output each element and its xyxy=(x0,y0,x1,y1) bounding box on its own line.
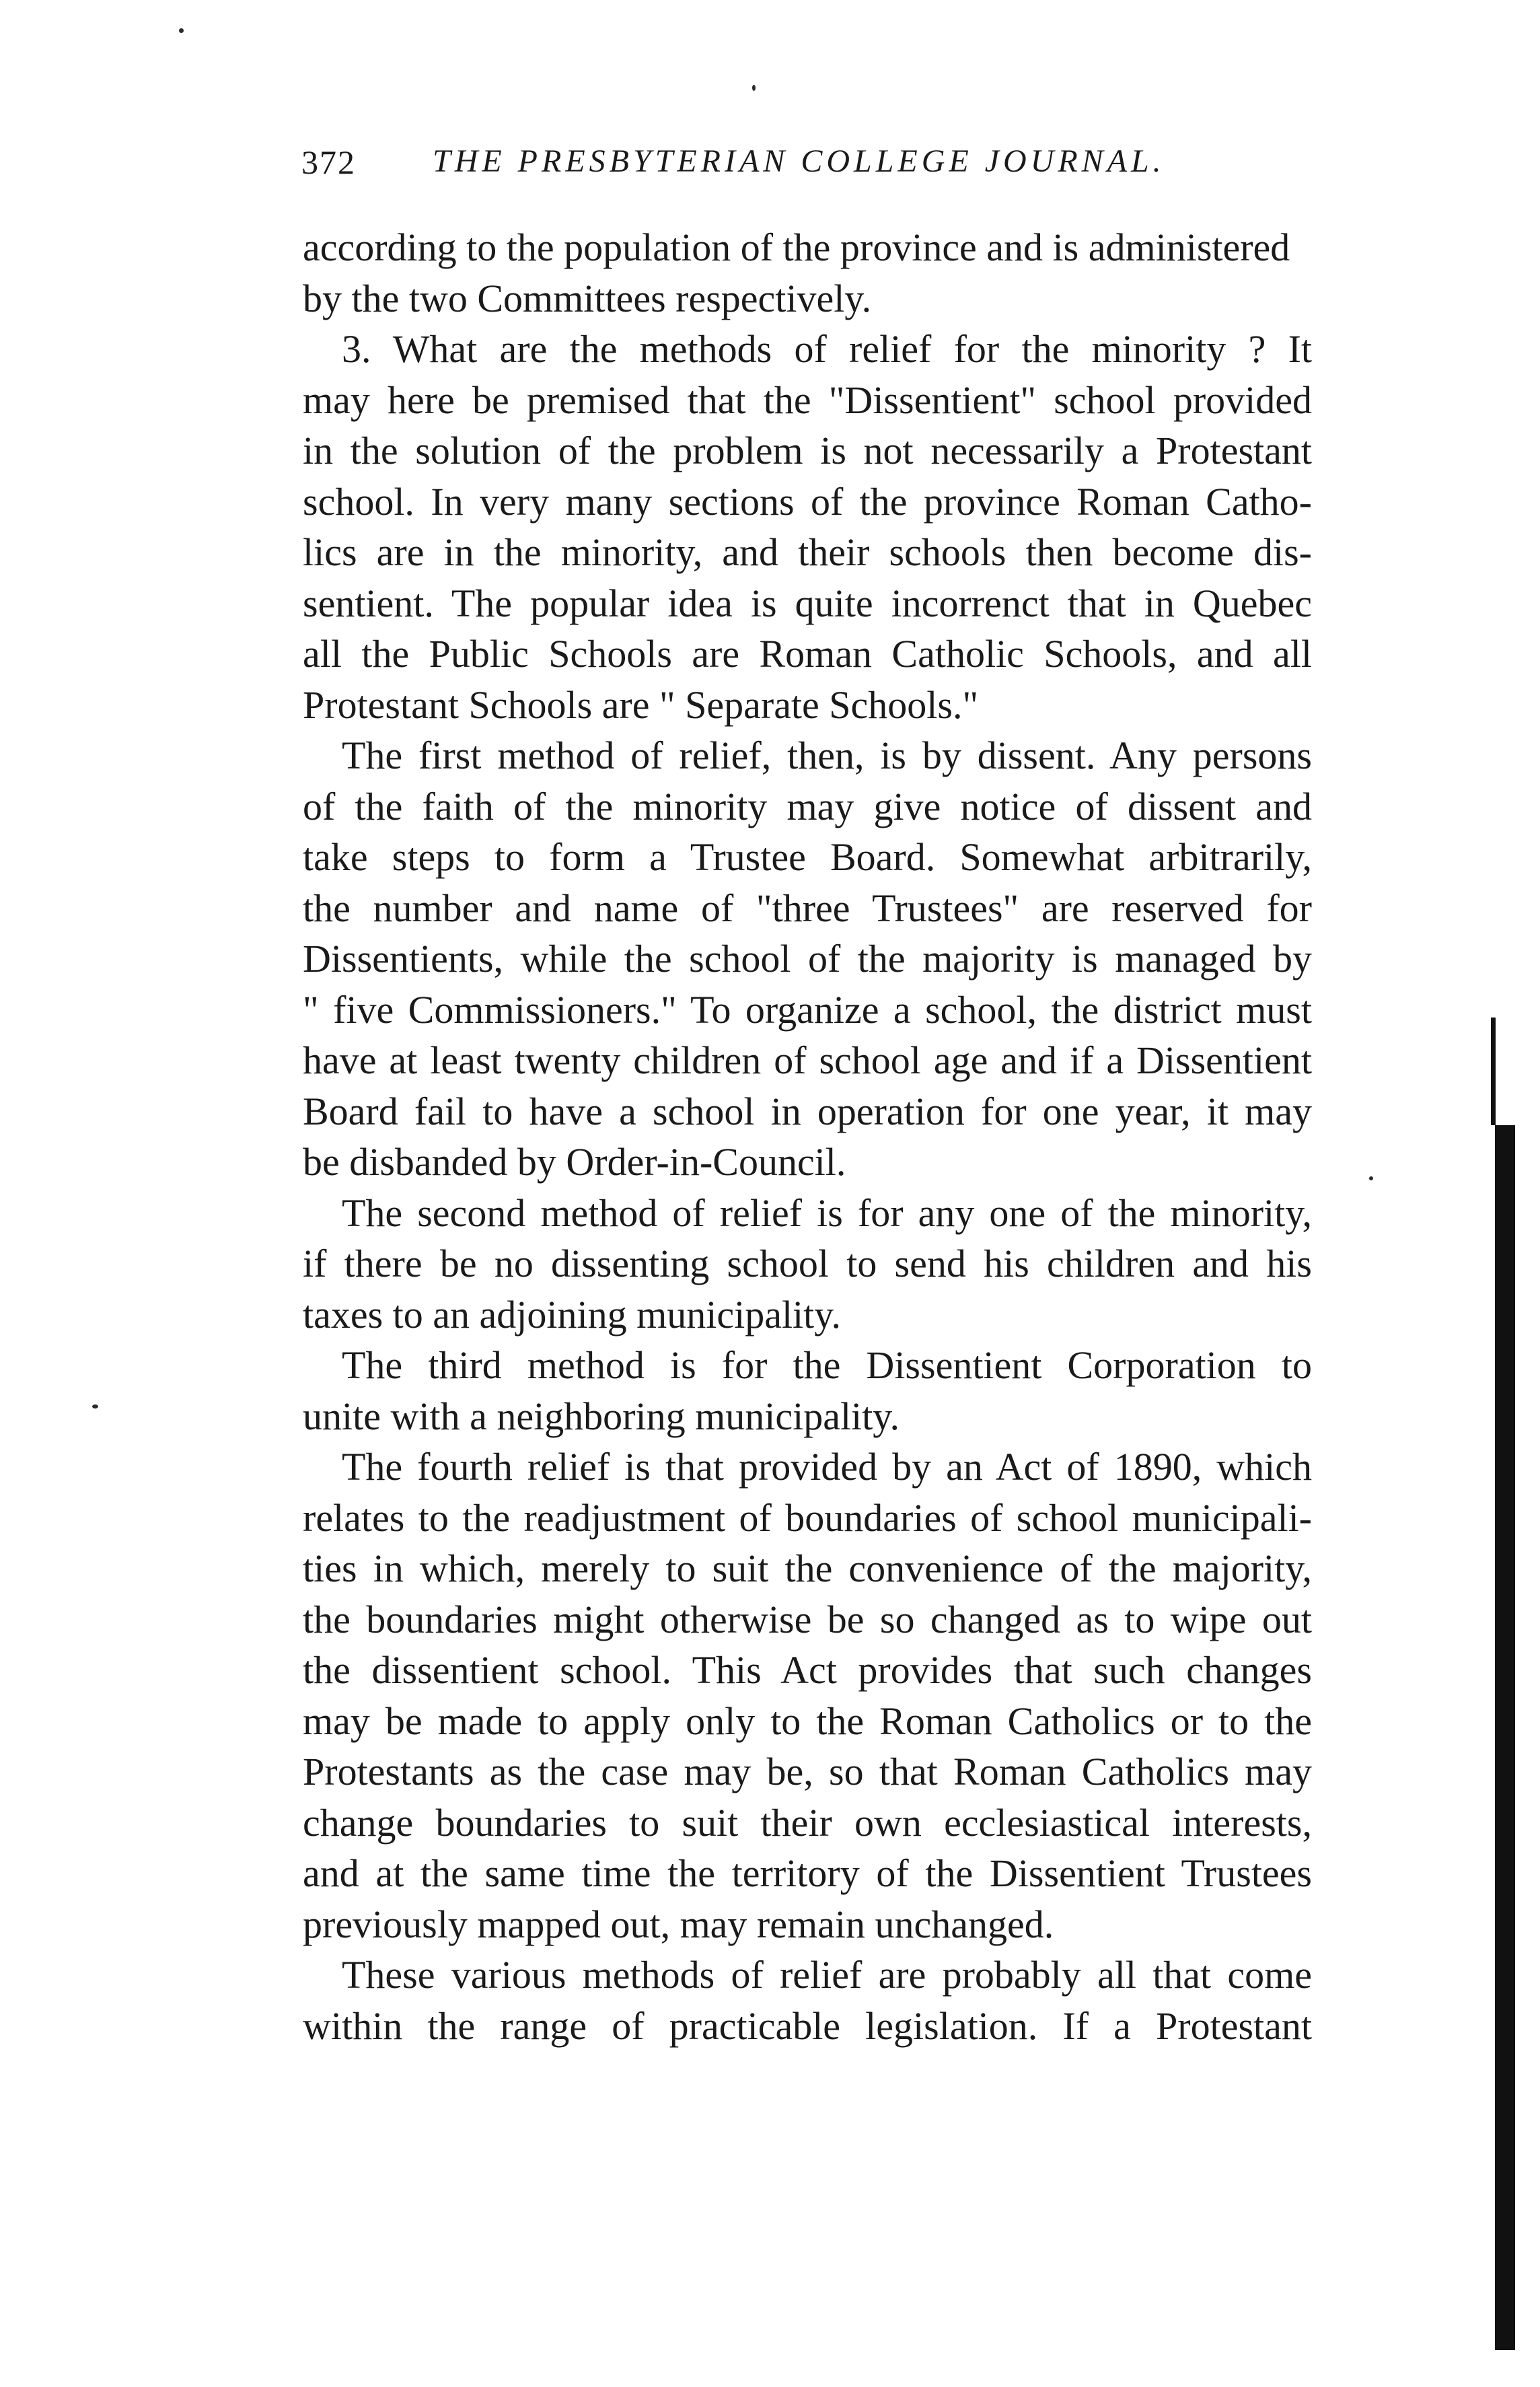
text-line: have at least twenty children of school age and if a Dissentient xyxy=(303,1038,1312,1082)
text-line: The fourth relief is that provided by an Act of 1890, which xyxy=(342,1445,1312,1489)
page-edge-shadow xyxy=(1491,1018,1496,1125)
running-header xyxy=(301,143,1311,197)
text-line: Dissentients, while the school of the majority is managed by xyxy=(303,937,1312,981)
text-line: within the range of practicable legislation. If a Protestant xyxy=(303,2003,1312,2048)
text-line: take steps to form a Trustee Board. Somewhat arbitrarily, xyxy=(303,835,1312,879)
running-title: THE PRESBYTERIAN COLLEGE JOURNAL. xyxy=(433,143,1165,179)
text-line: 3. What are the methods of relief for the minority ? It xyxy=(342,327,1312,371)
text-line: the boundaries might otherwise be so changed as to wipe out xyxy=(303,1597,1312,1641)
text-line: according to the population of the province and is administered xyxy=(303,225,1290,269)
text-line: sentient. The popular idea is quite incorrenct that in Quebec xyxy=(303,581,1312,625)
print-speck xyxy=(92,1404,98,1409)
text-line: The third method is for the Dissentient Corporation to xyxy=(342,1343,1312,1387)
text-line: by the two Committees respectively. xyxy=(303,276,872,320)
text-line: relates to the readjustment of boundaries of school municipali- xyxy=(303,1495,1312,1540)
text-line: school. In very many sections of the province Roman Catho- xyxy=(303,479,1312,524)
print-speck xyxy=(179,28,184,33)
text-line: and at the same time the territory of the Dissentient Trustees xyxy=(303,1851,1312,1895)
text-line: ties in which, merely to suit the convenience of the majority, xyxy=(303,1546,1312,1590)
text-line: lics are in the minority, and their schools then become dis- xyxy=(303,530,1312,574)
print-speck xyxy=(752,85,756,91)
text-line: in the solution of the problem is not necessarily a Protestant xyxy=(303,429,1312,472)
page-edge-shadow xyxy=(1495,1125,1515,2350)
text-line: taxes to an adjoining municipality. xyxy=(303,1292,842,1337)
text-line: of the faith of the minority may give notice of dissent and xyxy=(303,784,1312,828)
page-number: 372 xyxy=(301,143,356,181)
text-line: unite with a neighboring municipality. xyxy=(303,1394,900,1438)
text-line: be disbanded by Order-in-Council. xyxy=(303,1140,846,1184)
text-line: if there be no dissenting school to send his children and his xyxy=(303,1242,1312,1285)
text-line: " five Commissioners." To organize a school, the district must xyxy=(303,987,1312,1032)
text-line: the number and name of "three Trustees" are reserved for xyxy=(303,886,1312,930)
text-line: Board fail to have a school in operation for one year, it may xyxy=(303,1089,1312,1133)
text-line: may be made to apply only to the Roman Catholics or to the xyxy=(303,1699,1312,1743)
text-line: These various methods of relief are probably all that come xyxy=(342,1953,1312,1997)
text-line: may here be premised that the "Dissentient" school provided xyxy=(303,378,1312,422)
print-speck xyxy=(1369,1176,1373,1180)
text-line: Protestants as the case may be, so that Roman Catholics may xyxy=(303,1750,1312,1793)
text-line: previously mapped out, may remain unchanged. xyxy=(303,1902,1054,1946)
body-text xyxy=(303,222,1312,2051)
text-line: Protestant Schools are " Separate Schools." xyxy=(303,682,979,727)
text-line: the dissentient school. This Act provides that such changes xyxy=(303,1648,1312,1692)
text-line: all the Public Schools are Roman Catholic Schools, and all xyxy=(303,632,1312,676)
text-line: The second method of relief is for any one of the minority, xyxy=(342,1190,1312,1235)
text-line: change boundaries to suit their own ecclesiastical interests, xyxy=(303,1800,1312,1845)
text-line: The first method of relief, then, is by dissent. Any persons xyxy=(342,734,1312,777)
